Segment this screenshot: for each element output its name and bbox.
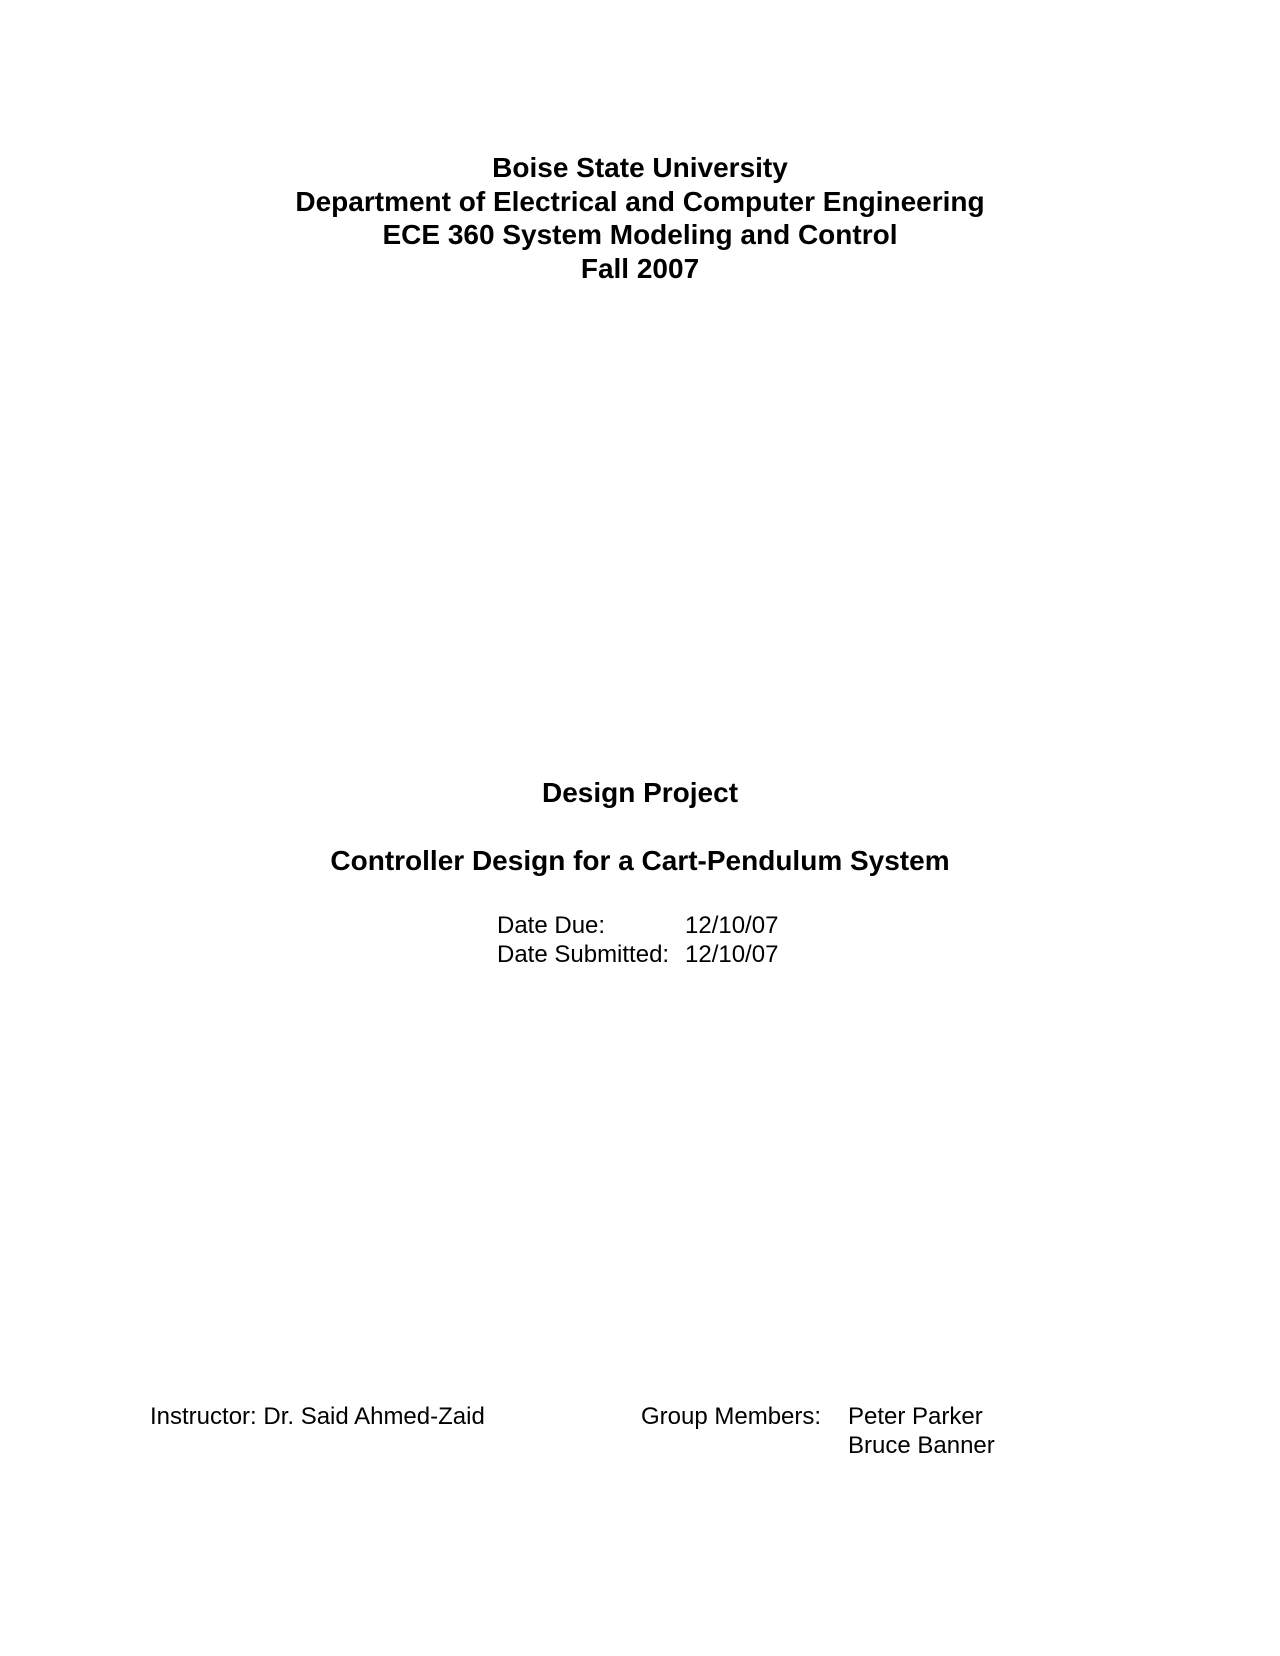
course-name: ECE 360 System Modeling and Control bbox=[382, 219, 898, 250]
group-member: Peter Parker bbox=[848, 1403, 983, 1430]
header-block bbox=[0, 151, 1280, 285]
project-subtitle: Controller Design for a Cart-Pendulum System bbox=[330, 845, 950, 876]
group-members-block bbox=[641, 1402, 995, 1460]
instructor: Instructor: Dr. Said Ahmed-Zaid bbox=[150, 1403, 485, 1430]
date-submitted-row bbox=[497, 940, 778, 969]
dates-block bbox=[497, 911, 778, 969]
date-due-label: Date Due: bbox=[497, 912, 606, 939]
department-name: Department of Electrical and Computer Engineering bbox=[295, 185, 985, 217]
date-due-row bbox=[497, 911, 778, 940]
group-members-list bbox=[848, 1402, 995, 1460]
group-member: Bruce Banner bbox=[848, 1432, 995, 1459]
date-submitted-value: 12/10/07 bbox=[685, 941, 779, 968]
date-submitted-label: Date Submitted: bbox=[497, 941, 670, 968]
project-title: Design Project bbox=[541, 777, 739, 808]
group-members-label: Group Members: bbox=[641, 1403, 822, 1430]
date-due-value: 12/10/07 bbox=[685, 912, 779, 939]
term: Fall 2007 bbox=[580, 252, 700, 284]
university-name: Boise State University bbox=[492, 152, 788, 183]
